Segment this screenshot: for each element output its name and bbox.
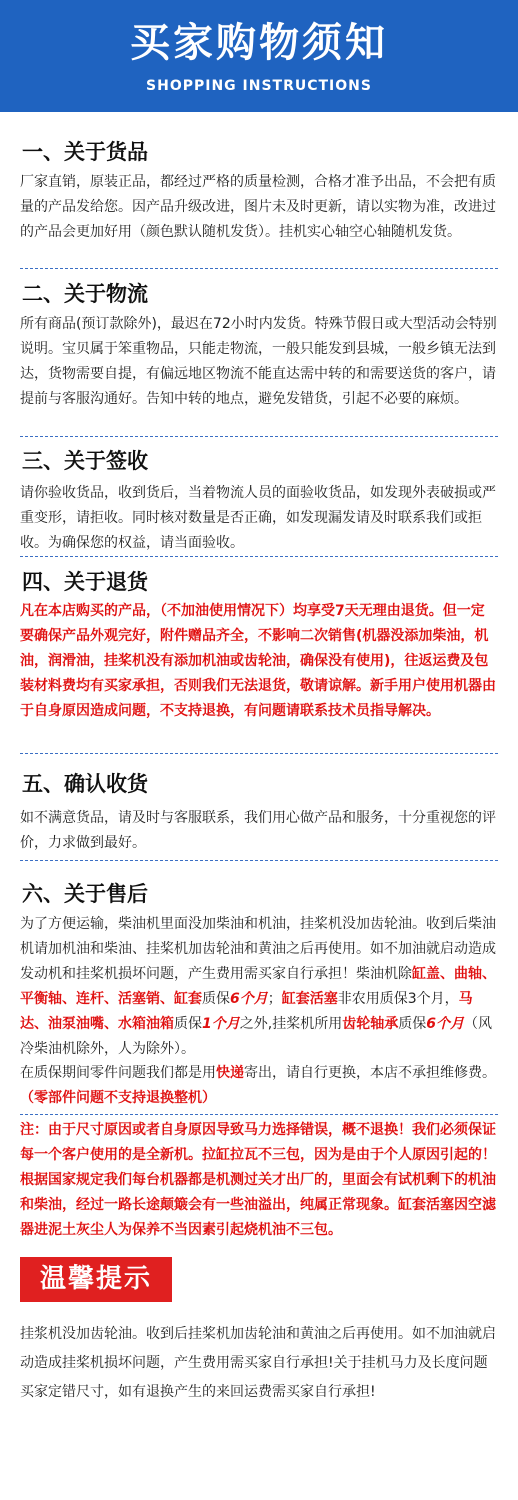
section-title-returns: 四、关于退货	[22, 570, 148, 594]
page-title: 买家购物须知	[130, 20, 388, 66]
text-run-highlight: 齿轮轴承	[342, 1016, 399, 1032]
warm-tips-badge: 温馨提示	[20, 1257, 172, 1302]
text-run-highlight: 马达、油泵油嘴、水箱油箱	[20, 991, 473, 1032]
text-run-highlight: 缸盖、曲轴、平衡轴、连杆、活塞销、缸套	[20, 966, 496, 1007]
section-text-warranty	[20, 1061, 498, 1111]
section-note: 注：由于尺寸原因或者自身原因导致马力选择错误，概不退换！我们必须保证每一个客户使用的是全新机。拉缸拉瓦不三包，因为是由于个人原因引起的！根据国家规定我们每台机器都是机测过关才出厂的，里面会有试机剩下的机油和柴油，经过一路长途颠簸会有一些油溢出，纯属正常现象。缸套活塞因空滤器进泥土灰尘人为保养不当因素引起烧机油不三包。	[20, 1122, 496, 1238]
text-run-highlight: 6个月	[426, 1016, 464, 1032]
text-run: 在质保期间零件问题我们都是用	[20, 1065, 216, 1081]
text-run-highlight: 快递	[216, 1065, 244, 1081]
section-text-confirm: 如不满意货品，请及时与客服联系，我们用心做产品和服务，十分重视您的评价，力求做到最好。	[20, 810, 496, 851]
section-title-signing: 三、关于签收	[22, 449, 148, 473]
divider	[20, 860, 498, 861]
text-run: 寄出，请自行更换，本店不承担维修费。	[244, 1065, 496, 1081]
section-text-signing: 请你验收货品，收到货后，当着物流人员的面验收货品，如发现外表破损或严重变形，请拒收。同时核对数量是否正确，如发现漏发请及时联系我们或拒收。为确保您的权益，请当面验收。	[20, 485, 496, 551]
text-run-highlight: 1个月	[202, 1016, 240, 1032]
section-title-aftersales: 六、关于售后	[22, 882, 148, 906]
section-text-goods: 厂家直销，原装正品，都经过严格的质量检测，合格才准予出品，不会把有质量的产品发给您。因产品升级改进，图片未及时更新，请以实物为准，改进过的产品会更加好用（颜色默认随机发货）。挂机实心轴空心轴随机发货。	[20, 174, 496, 240]
text-run: 之外,挂桨机所用	[239, 1016, 343, 1032]
section-text-logistics: 所有商品(预订款除外)，最迟在72小时内发货。特殊节假日或大型活动会特别说明。宝贝属于笨重物品，只能走物流，一般只能发到县城，一般乡镇无法到达，货物需要自提，有偏远地区物流不能直达需中转的和需要送货的客户，请提前与客服沟通好。告知中转的地点，避免发错货，引起不必要的麻烦。	[20, 316, 497, 407]
text-run-highlight: （零部件问题不支持退换整机）	[20, 1090, 216, 1106]
text-run: 非农用质保3个月，	[337, 991, 459, 1007]
section-title-goods: 一、关于货品	[22, 140, 148, 164]
section-text-returns: 凡在本店购买的产品，（不加油使用情况下）均享受7天无理由退货。但一定要确保产品外观完好，附件赠品齐全，不影响二次销售(机器没添加柴油，机油，润滑油，挂桨机没有添加机油或齿轮油，确保没有使用)，往返运费及包装材料费均有买家承担，否则我们无法退货，敬请谅解。新手用户使用机器由于自身原因造成问题，不支持退换，有问题请联系技术员指导解决。	[20, 603, 496, 719]
divider	[20, 556, 498, 557]
text-run: 质保	[398, 1016, 427, 1032]
warm-tips-text: 挂浆机没加齿轮油。收到后挂桨机加齿轮油和黄油之后再使用。如不加油就启动造成挂桨机损坏问题，产生费用需买家自行承担!关于挂机马力及长度问题买家定错尺寸，如有退换产生的来回运费需买家自行承担!	[20, 1326, 496, 1400]
page-subtitle: SHOPPING INSTRUCTIONS	[146, 78, 372, 94]
text-run: 质保	[202, 991, 230, 1007]
header-banner	[0, 0, 518, 112]
divider	[20, 268, 498, 269]
text-run: （风冷柴油机除外，人为除外）。	[20, 1016, 492, 1057]
text-run: 为了方便运输，柴油机里面没加柴油和机油，挂桨机没加齿轮油。收到后柴油机请加机油和柴油、挂桨机加齿轮油和黄油之后再使用。如不加油就启动造成发动机和挂桨机损坏问题，产生费用需买家自行承担！柴油机除	[20, 916, 496, 982]
divider	[20, 1114, 498, 1115]
section-text-aftersales	[20, 912, 498, 1062]
section-title-confirm: 五、确认收货	[22, 772, 148, 796]
text-run: 质保	[174, 1016, 202, 1032]
section-title-logistics: 二、关于物流	[22, 282, 148, 306]
divider	[20, 436, 498, 437]
text-run: ；	[267, 991, 282, 1007]
text-run-highlight: 6个月	[230, 991, 268, 1007]
text-run-highlight: 缸套活塞	[281, 991, 338, 1007]
divider	[20, 753, 498, 754]
